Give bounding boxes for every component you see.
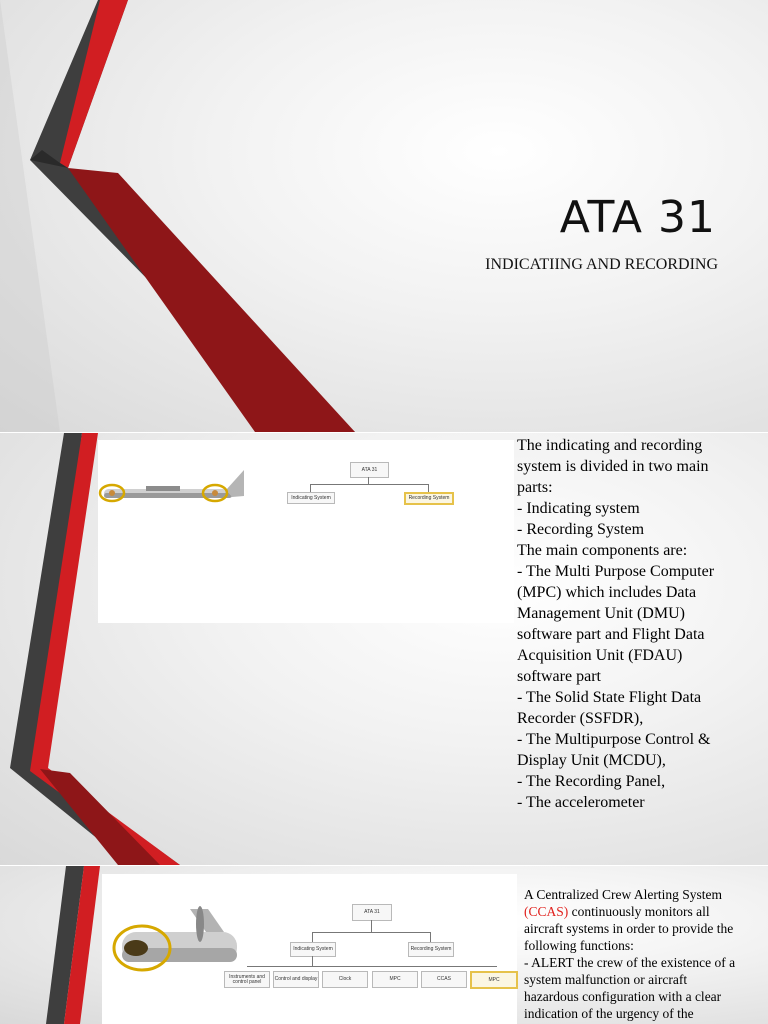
diagram-leaf-instruments: Instruments and control panel	[224, 971, 270, 988]
connector	[312, 956, 313, 966]
diagram-indicating-box: Indicating System	[290, 942, 336, 957]
diagram-leaf-ccas: CCAS	[421, 971, 467, 988]
diagram-recording-box: Recording System	[404, 492, 454, 505]
connector	[428, 484, 429, 492]
connector	[312, 932, 430, 933]
diagram-leaf-clock: Clock	[322, 971, 368, 988]
slide-subtitle: INDICATIING AND RECORDING	[485, 256, 718, 273]
diagram-leaf-mpc: MPC	[372, 971, 418, 988]
connector	[368, 477, 369, 484]
diagram-leaf-control-display: Control and display	[273, 971, 319, 988]
diagram-indicating-box: Indicating System	[287, 492, 335, 504]
slide-title: ATA 31	[559, 192, 716, 243]
ccas-slide	[0, 866, 768, 1024]
aircraft-illustration	[98, 462, 248, 522]
diagram-panel	[98, 440, 514, 623]
diagram-panel	[102, 874, 517, 1024]
connector	[430, 932, 431, 942]
connector	[310, 484, 311, 492]
ccas-text: A Centralized Crew Alerting System (CCAS) continuously monitors all aircraft systems in order to provide the following functions: - ALERT the crew of the existence of a system malfunction or aircraft hazardous configuration with a clear indication of the urgency of the	[524, 887, 736, 1021]
overview-slide	[0, 433, 768, 865]
diagram-recording-box: Recording System	[408, 942, 454, 957]
overview-text: The indicating and recording system is divided in two main parts: - Indicating system - Recording System The main components are: - The Multi Purpose Computer (MPC) which includes Data Management Unit (DMU) software part and Flight Data Acquisition Unit (FDAU) software part - The Solid State Flight Data Recorder (SSFDR), - The Multipurpose Control & Display Unit (MCDU), - The Recording Panel, - The accelerometer	[517, 437, 715, 811]
connector	[371, 920, 372, 932]
diagram-root-box: ATA 31	[352, 904, 392, 921]
connector	[310, 484, 428, 485]
ccas-acronym: (CCAS)	[524, 904, 569, 919]
title-slide	[0, 0, 768, 432]
connector	[247, 966, 497, 967]
aircraft-illustration	[102, 904, 237, 1014]
diagram-root-box: ATA 31	[350, 462, 389, 478]
diagram-leaf-mpc-highlighted: MPC	[470, 971, 518, 989]
connector	[312, 932, 313, 942]
